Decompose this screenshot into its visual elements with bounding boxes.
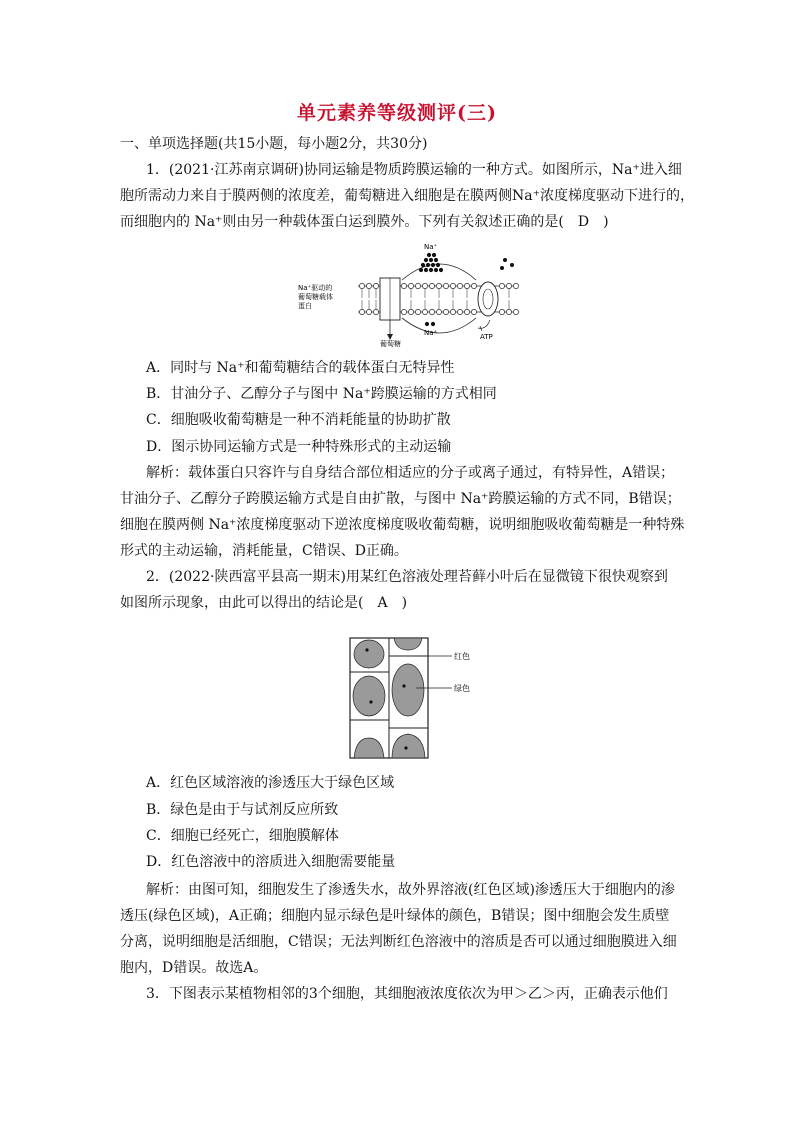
fig1-carrier-label-1: Na⁺驱动的 [298,284,333,292]
q1-option-b: B．甘油分子、乙醇分子与图中 Na⁺跨膜运输的方式相同 [146,386,497,402]
q1-analysis-line-2: 甘油分子、乙醇分子跨膜运输方式是自由扩散，与图中 Na⁺跨膜运输的方式不同，B错误； [120,491,681,507]
q2-option-c: C．细胞已经死亡，细胞膜解体 [146,828,339,844]
fig1-glucose-label: 葡萄糖 [380,340,401,348]
q2-option-d: D．红色溶液中的溶质进入细胞需要能量 [146,854,396,870]
q1-membrane-transport-figure [290,238,530,348]
fig1-atp-label: ATP [480,333,493,341]
page-title: 单元素养等级测评(三) [297,102,497,124]
q1-analysis-line-1: 解析：载体蛋白只容许与自身结合部位相适应的分子或离子通过，有特异性，A错误； [146,465,675,481]
q2-analysis-line-1: 解析：由图可知，细胞发生了渗透失水，故外界溶液(红色区域)渗透压大于细胞内的渗 [146,882,675,898]
q1-option-a: A．同时与 Na⁺和葡萄糖结合的载体蛋白无特异性 [146,360,455,376]
fig1-carrier-label-3: 蛋白 [298,302,312,310]
q1-stem-line-1: 1．(2021·江苏南京调研)协同运输是物质跨膜运输的一种方式。如图所示，Na⁺进入细 [146,162,682,178]
q1-option-c: C．细胞吸收葡萄糖是一种不消耗能量的协助扩散 [146,412,451,428]
fig2-green-label: 绿色 [454,684,470,693]
q2-option-a: A．红色区域溶液的渗透压大于绿色区域 [146,775,395,791]
fig1-na-bottom-label: Na⁺ [424,329,438,337]
fig1-na-top-label: Na⁺ [424,243,438,251]
fig1-carrier-label-2: 葡萄糖载体 [298,293,333,301]
q1-analysis-line-4: 形式的主动运输，消耗能量，C错误、D正确。 [120,543,408,559]
fig2-red-label: 红色 [454,652,470,661]
q1-analysis-line-3: 细胞在膜两侧 Na⁺浓度梯度驱动下逆浓度梯度吸收葡萄糖，说明细胞吸收葡萄糖是一种特殊 [120,517,685,533]
q2-option-b: B．绿色是由于与试剂反应所致 [146,802,339,818]
q2-analysis-line-4: 胞内，D错误。故选A。 [120,960,268,976]
q1-option-d: D．图示协同运输方式是一种特殊形式的主动运输 [146,439,452,455]
q3-stem-line-1: 3．下图表示某植物相邻的3个细胞，其细胞液浓度依次为甲＞乙＞丙，正确表示他们 [146,986,668,1002]
q2-analysis-line-2: 透压(绿色区域)，A正确；细胞内显示绿色是叶绿体的颜色，B错误；图中细胞会发生质壁 [120,908,670,924]
q1-stem-line-3: 而细胞内的 Na⁺则由另一种载体蛋白运到膜外。下列有关叙述正确的是( D ) [120,214,609,230]
q2-analysis-line-3: 分离，说明细胞是活细胞，C错误；无法判断红色溶液中的溶质是否可以通过细胞膜进入细 [120,934,677,950]
q2-stem-line-2: 如图所示现象，由此可以得出的结论是( A ) [120,595,408,611]
q1-stem-line-2: 胞所需动力来自于膜两侧的浓度差，葡萄糖进入细胞是在膜两侧Na⁺浓度梯度驱动下进行的， [120,188,694,204]
q2-stem-line-1: 2．(2022·陕西富平县高一期末)用某红色溶液处理苔藓小叶后在显微镜下很快观察到 [146,569,668,585]
q2-cell-plasmolysis-figure [348,636,508,762]
section-heading: 一、单项选择题(共15小题，每小题2分，共30分) [120,136,428,152]
